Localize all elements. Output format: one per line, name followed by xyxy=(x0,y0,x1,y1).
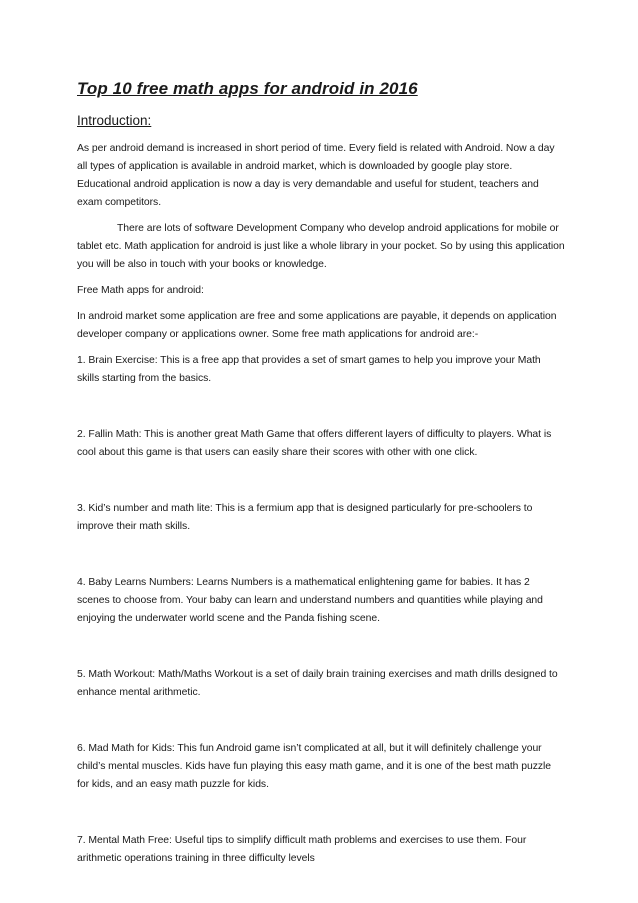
list-item-fallin-math: 2. Fallin Math: This is another great Math Game that offers different layers of difficulty to players. What is cool about this game is that users can easily share their scores with other with one click. xyxy=(77,429,552,458)
free-apps-subheading: Free Math apps for android: xyxy=(77,285,204,296)
list-item-mental-math: 7. Mental Math Free: Useful tips to simplify difficult math problems and exercises to use them. Four arithmetic operations training in three difficulty levels xyxy=(77,835,527,864)
document-page xyxy=(77,78,565,868)
market-paragraph: In android market some application are free and some applications are payable, it depends on application developer company or applications owner. Some free math applications for android are:- xyxy=(77,311,557,340)
intro-paragraph: As per android demand is increased in short period of time. Every field is related with Android. Now a day all types of application is available in android market, which is downloaded by google play store. Educational android application is now a day is very demandable and useful for student, teachers and exam competitors. xyxy=(77,143,555,208)
list-item-mad-math: 6. Mad Math for Kids: This fun Android game isn’t complicated at all, but it will definitely challenge your child’s mental muscles. Kids have fun playing this easy math game, and it is one of the best math puzzle for kids, and an easy math puzzle for kids. xyxy=(77,743,551,790)
list-item-brain-exercise: 1. Brain Exercise: This is a free app that provides a set of smart games to help you improve your Math skills starting from the basics. xyxy=(77,355,541,384)
companies-paragraph: There are lots of software Development Company who develop android applications for mobile or tablet etc. Math application for android is just like a whole library in your pocket. So by using this application you will be also in touch with your books or knowledge. xyxy=(77,223,565,270)
list-item-baby-learns-numbers: 4. Baby Learns Numbers: Learns Numbers is a mathematical enlightening game for babies. It has 2 scenes to choose from. Your baby can learn and understand numbers and quantities while playing and enjoying the underwater world scene and the Panda fishing scene. xyxy=(77,577,543,624)
document-title: Top 10 free math apps for android in 2016 xyxy=(77,79,418,98)
list-item-kids-number: 3. Kid’s number and math lite: This is a fermium app that is designed particularly for pre-schoolers to improve their math skills. xyxy=(77,503,533,532)
list-item-math-workout: 5. Math Workout: Math/Maths Workout is a set of daily brain training exercises and math drills designed to enhance mental arithmetic. xyxy=(77,669,558,698)
intro-heading: Introduction: xyxy=(77,113,152,128)
